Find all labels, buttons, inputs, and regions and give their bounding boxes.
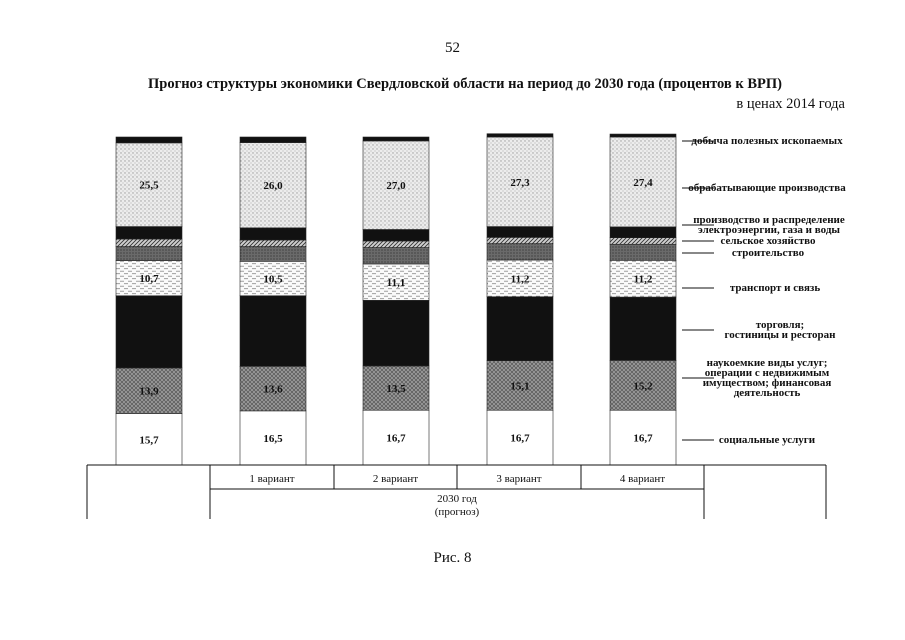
bar-segment [116,247,182,261]
bar-value-label: 15,2 [633,380,653,393]
category-label: 2 вариант [372,473,419,485]
legend-label: обрабатывающие производства [688,182,846,194]
bar-segment [116,296,182,368]
legend-label: электроэнергии, газа и воды [698,224,840,236]
bar-segment [610,238,676,245]
legend-label: имуществом; финансовая [702,377,832,389]
bar-segment [363,241,429,248]
bar-value-label: 27,3 [510,176,530,189]
bar-value-label: 13,5 [386,383,406,396]
bar-value-label: 16,7 [510,432,530,445]
bar-value-label: 13,6 [263,383,283,396]
category-label: 1 вариант [249,473,295,485]
bar-segment [487,244,553,260]
legend-label: торговля; [755,319,805,331]
bar-segment [487,297,553,361]
bar-value-label: 16,7 [386,432,406,445]
bar-value-label: 11,2 [510,273,530,286]
bar-value-label: 16,5 [263,432,283,445]
bar-segment [363,137,429,141]
bar-segment [610,244,676,260]
bar-value-label: 27,4 [633,176,653,189]
legend-label: транспорт и связь [729,282,821,294]
bar-segment [240,247,306,262]
bar-segment [240,240,306,247]
legend-label: строительство [731,247,805,259]
bar-segment [240,228,306,240]
bar-segment [116,239,182,247]
bar-value-label: 27,0 [386,180,406,193]
chart-subtitle: в ценах 2014 года [736,96,845,112]
bar-segment [363,229,429,240]
bar-segment [487,134,553,137]
legend-label: социальные услуги [718,434,816,446]
bar-value-label: 26,0 [263,180,283,193]
bar-segment [610,227,676,238]
group-label: (прогноз) [434,506,480,518]
legend-label: сельское хозяйство [720,235,816,247]
category-label: 4 вариант [619,473,666,485]
bar-segment [240,137,306,143]
category-label: 3 вариант [496,473,542,485]
group-label: 2030 год [437,493,477,505]
bar-value-label: 15,1 [510,380,530,393]
legend-label: деятельность [733,387,801,399]
figure-caption: Рис. 8 [433,550,472,566]
bar-segment [240,296,306,367]
bar-value-label: 16,7 [633,432,653,445]
legend-label: операции с недвижимым [704,367,830,379]
legend-label: добыча полезных ископаемых [691,135,843,147]
bar-value-label: 10,5 [263,273,283,286]
bar-segment [363,300,429,366]
bar-value-label: 25,5 [139,179,159,192]
legend-label: производство и распределение [693,214,845,226]
bar-segment [116,137,182,143]
page-number: 52 [445,40,460,56]
legend-label: наукоемкие виды услуг; [706,357,828,369]
bar-segment [487,237,553,243]
bar-segment [610,134,676,137]
bar-value-label: 11,2 [633,273,653,286]
bar-value-label: 15,7 [139,434,159,447]
bar-value-label: 10,7 [139,273,159,286]
bar-value-label: 11,1 [386,277,406,290]
bar-segment [487,227,553,238]
bar-segment [363,248,429,264]
bar-value-label: 13,9 [139,385,159,398]
chart-title: Прогноз структуры экономики Свердловской области на период до 2030 года (процентов к ВРП) [148,76,782,92]
legend-label: гостиницы и ресторан [724,329,836,341]
bar-segment [116,227,182,239]
bar-segment [610,297,676,360]
